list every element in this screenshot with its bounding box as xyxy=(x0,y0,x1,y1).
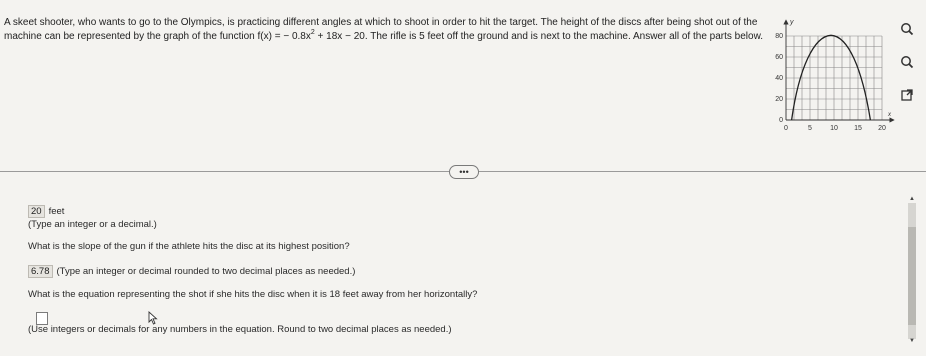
function-lhs: f(x) = − 0.8x xyxy=(257,30,311,42)
graph-y-label: y xyxy=(790,19,794,26)
zoom-out-icon[interactable] xyxy=(898,53,916,71)
scroll-up-icon[interactable]: ▲ xyxy=(909,196,915,202)
question-2-text: What is the slope of the gun if the athlete hits the disc at its highest position? xyxy=(28,241,350,252)
answer-1-hint: (Type an integer or a decimal.) xyxy=(28,219,157,230)
graph-x-ticks xyxy=(784,125,886,132)
x-tick-label: 5 xyxy=(808,125,812,132)
graph-curve xyxy=(792,35,871,120)
answer-3-hint: (Use integers or decimals for any numbers in the equation. Round to two decimal places as needed.) xyxy=(28,324,452,335)
answer-1-row xyxy=(28,205,64,218)
x-tick-label: 15 xyxy=(854,125,862,132)
x-tick-label: 10 xyxy=(830,125,838,132)
vertical-scrollbar[interactable] xyxy=(905,195,919,347)
problem-text: A skeet shooter, who wants to go to the Olympics, is practicing different angles at which to shoot in order to hit the target. The height of the discs after being shot out of the machine can be represented by the graph of the function xyxy=(4,17,758,42)
x-tick-label: 20 xyxy=(878,125,886,132)
zoom-in-icon[interactable] xyxy=(898,20,916,38)
y-tick-label: 20 xyxy=(775,96,783,103)
scroll-down-icon[interactable]: ▼ xyxy=(909,338,915,344)
scroll-thumb[interactable] xyxy=(908,227,916,325)
y-tick-label: 80 xyxy=(775,33,783,40)
y-tick-label: 0 xyxy=(779,117,783,124)
problem-text-end: . The rifle is 5 feet off the ground and is next to the machine. Answer all of the parts below. xyxy=(364,30,764,42)
question-panel xyxy=(0,0,926,170)
question-3-text: What is the equation representing the shot if she hits the disc when it is 18 feet away from her horizontally? xyxy=(28,289,478,300)
graph-y-ticks xyxy=(775,33,783,124)
function-rhs: + 18x − 20 xyxy=(314,30,365,42)
y-tick-label: 60 xyxy=(775,54,783,61)
answer-2-box[interactable]: 6.78 xyxy=(28,265,53,278)
problem-statement xyxy=(4,16,779,44)
answer-panel xyxy=(0,173,900,356)
answer-1-unit: feet xyxy=(48,206,65,217)
answer-2-row xyxy=(28,265,355,278)
y-tick-label: 40 xyxy=(775,75,783,82)
answer-2-hint: (Type an integer or decimal rounded to two decimal places as needed.) xyxy=(56,266,356,277)
graph-tools xyxy=(898,20,918,119)
x-tick-label: 0 xyxy=(784,125,788,132)
function-expression xyxy=(257,28,365,42)
popout-icon[interactable] xyxy=(898,86,916,104)
mouse-cursor-icon xyxy=(148,311,158,325)
function-exponent: 2 xyxy=(310,28,315,36)
parabola-graph xyxy=(770,14,900,152)
graph-x-label: x xyxy=(888,112,891,118)
expand-more-button[interactable]: ••• xyxy=(449,165,479,179)
answer-1-box[interactable]: 20 xyxy=(28,205,45,218)
